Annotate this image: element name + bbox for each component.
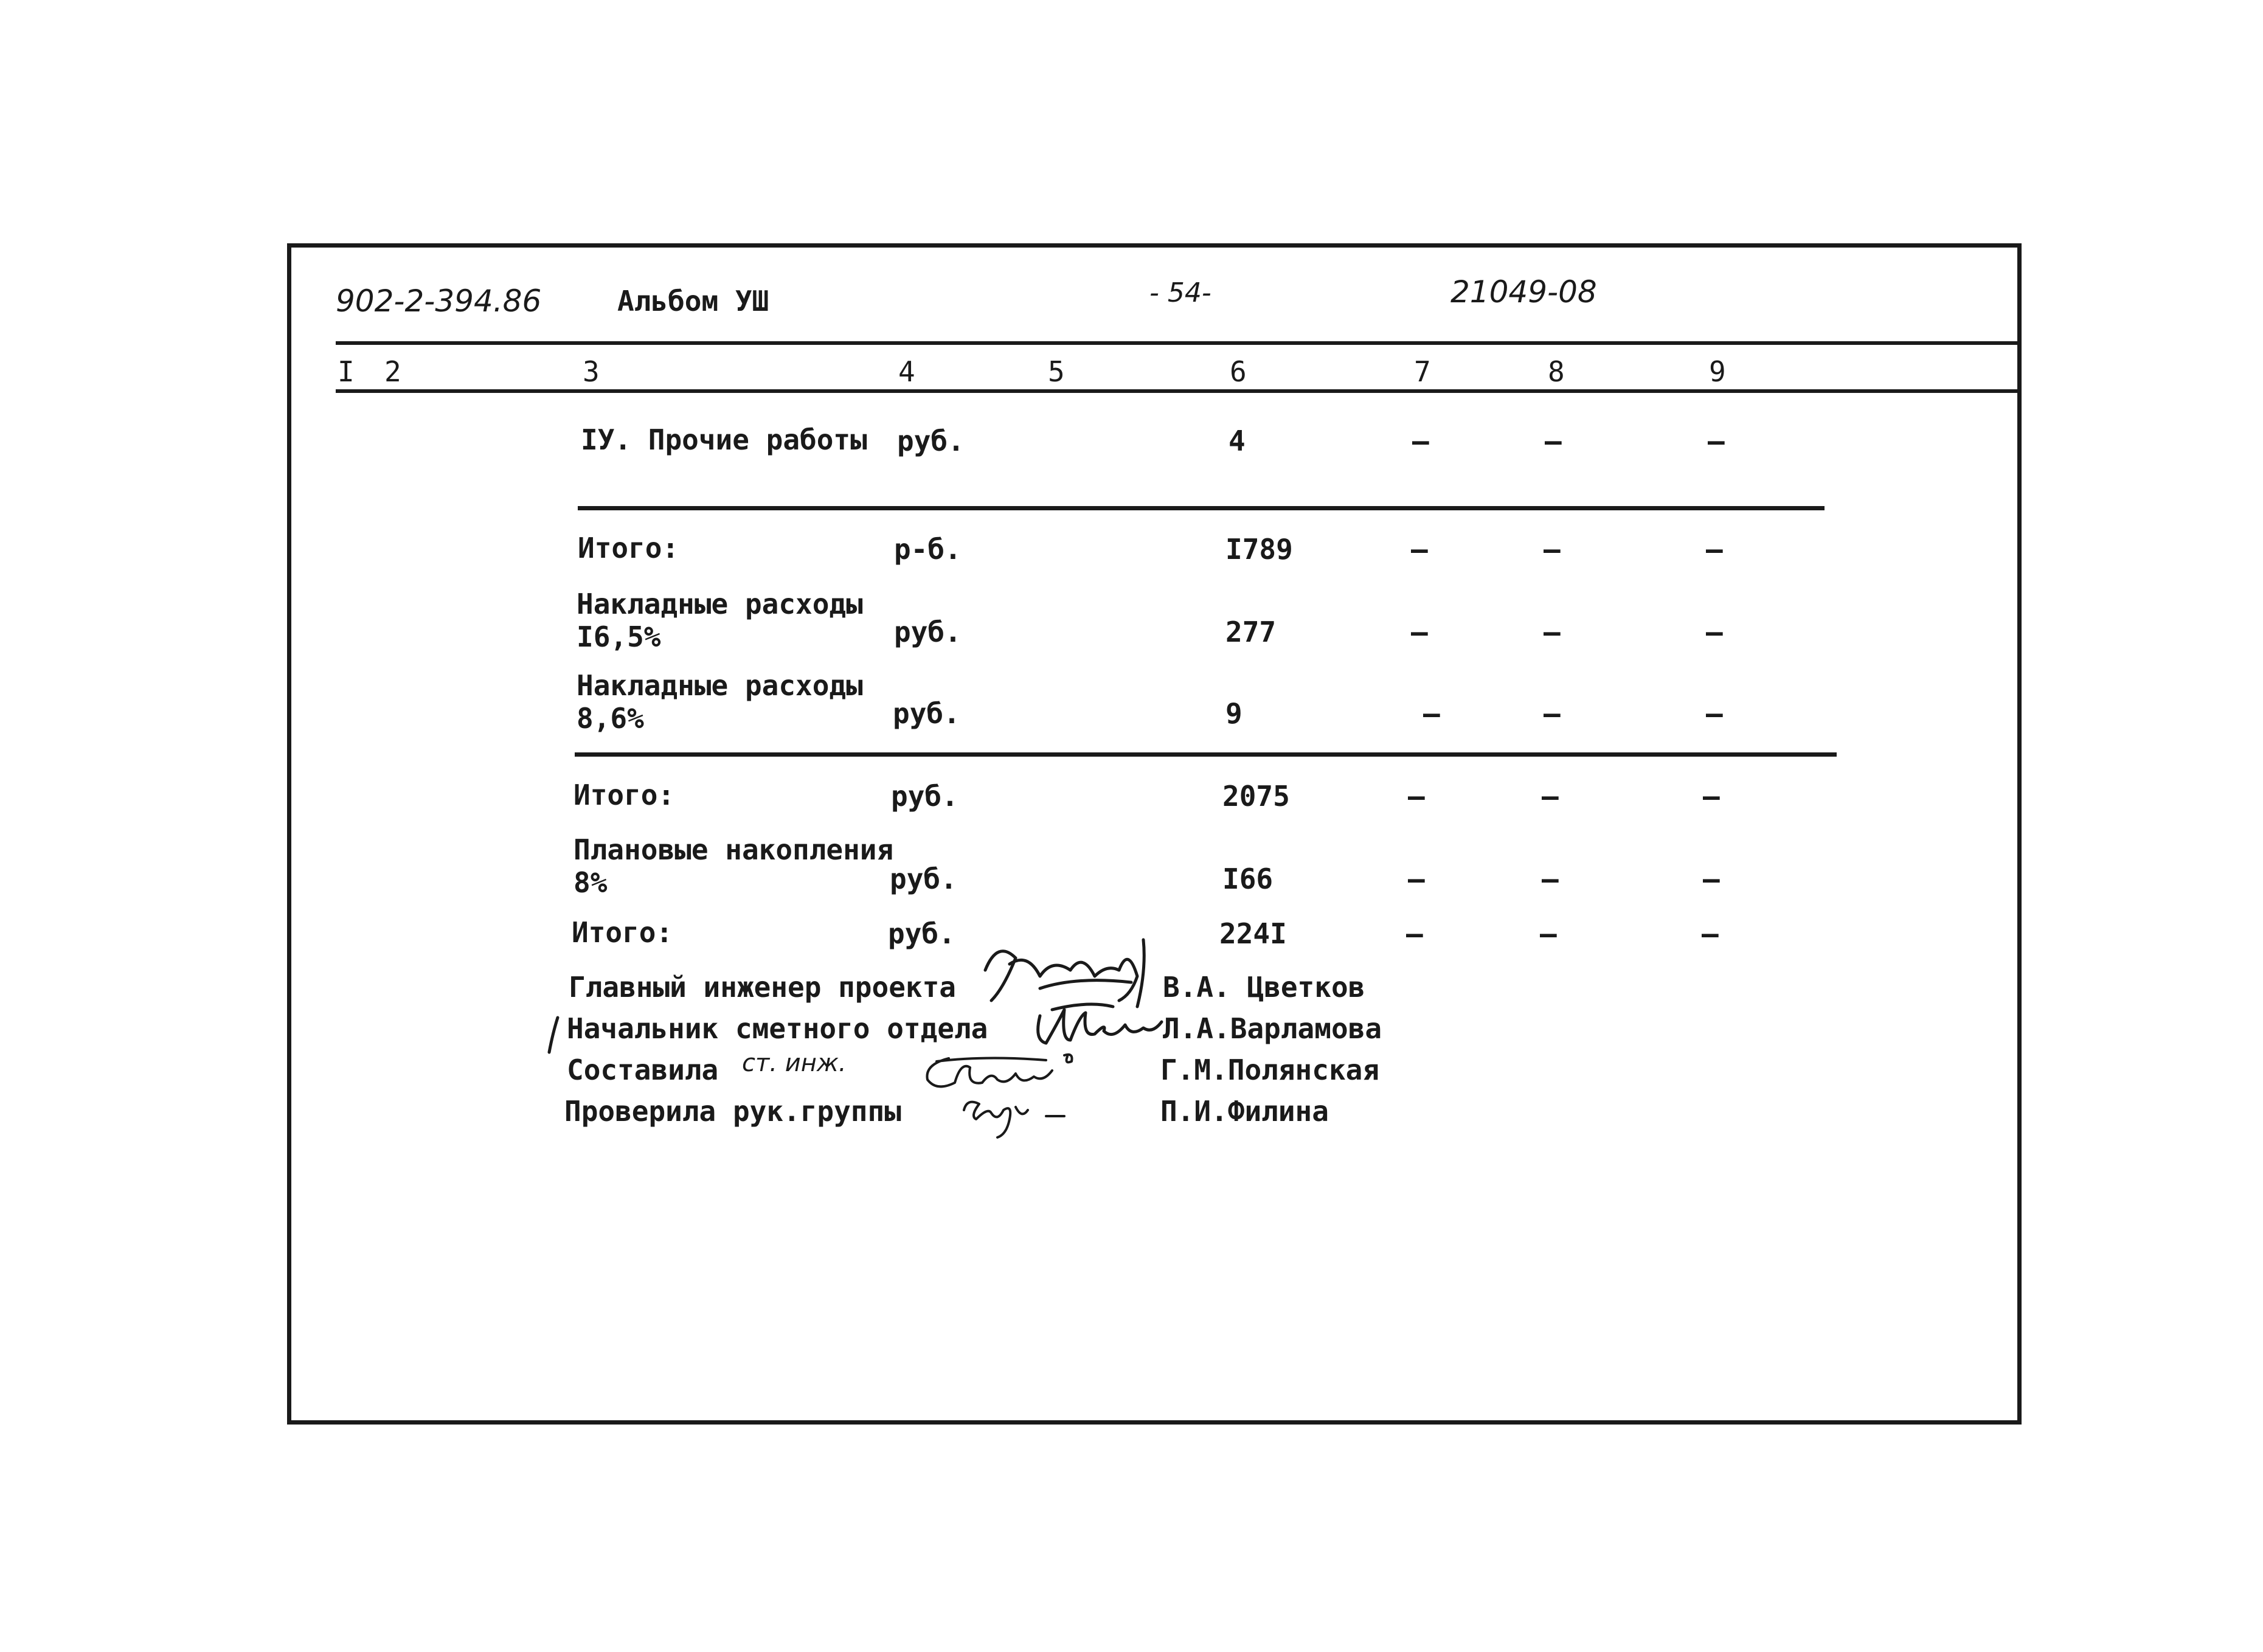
- row-label: Накладные расходы I6,5%: [577, 588, 863, 653]
- row-value-col9: –: [1703, 780, 1720, 813]
- signer-note: ст. инж.: [742, 1049, 847, 1077]
- subtotal-rule-1: [578, 506, 1825, 510]
- signer-name: Л.А.Варламова: [1163, 1012, 1382, 1045]
- column-number-2: 2: [384, 355, 401, 388]
- row-value-col9: –: [1706, 616, 1723, 648]
- row-value-col7: –: [1406, 917, 1423, 950]
- signer-name: Г.М.Полянская: [1160, 1053, 1380, 1086]
- row-label: Плановые накопления 8%: [574, 833, 894, 899]
- document-code: 902-2-394.86: [336, 283, 542, 319]
- row-value-col6: 2075: [1222, 780, 1290, 813]
- column-number-3: 3: [583, 355, 600, 388]
- row-value-col6: I66: [1222, 862, 1274, 895]
- row-unit: руб.: [888, 917, 955, 950]
- row-value-col6: 4: [1229, 425, 1246, 457]
- signer-title: Составила: [567, 1053, 719, 1086]
- row-value-col8: –: [1544, 697, 1561, 730]
- row-value-col7: –: [1411, 616, 1428, 648]
- row-label: Итого:: [572, 916, 673, 949]
- signer-title: Начальник сметного отдела: [567, 1012, 988, 1045]
- row-value-col6: I789: [1225, 533, 1293, 566]
- row-value-col9: –: [1706, 533, 1723, 566]
- album-title: Альбом УШ: [617, 285, 769, 318]
- column-number-6: 6: [1230, 355, 1247, 388]
- margin-mark: [544, 1015, 563, 1057]
- page-number: - 54-: [1149, 277, 1211, 308]
- row-value-col7: –: [1411, 533, 1428, 566]
- row-unit: руб.: [897, 425, 965, 457]
- doc-number: 21049-08: [1450, 274, 1597, 310]
- header-rule-bottom: [336, 389, 2022, 393]
- document-frame: [287, 243, 2022, 1425]
- row-value-col8: –: [1544, 616, 1561, 648]
- row-unit: руб.: [894, 616, 962, 648]
- column-number-9: 9: [1709, 355, 1726, 388]
- row-value-col7: –: [1423, 697, 1440, 730]
- row-value-col8: –: [1542, 862, 1559, 895]
- row-value-col6: 9: [1225, 697, 1242, 730]
- row-value-col7: –: [1408, 780, 1425, 813]
- signer-title: Проверила рук.группы: [564, 1095, 901, 1128]
- signer-name: П.И.Филина: [1160, 1095, 1329, 1128]
- column-number-5: 5: [1048, 355, 1065, 388]
- row-value-col6: 224I: [1219, 917, 1287, 950]
- row-value-col8: –: [1545, 425, 1562, 457]
- row-unit: руб.: [890, 862, 957, 895]
- row-value-col8: –: [1542, 780, 1559, 813]
- row-value-col9: –: [1703, 862, 1720, 895]
- row-value-col9: –: [1706, 697, 1723, 730]
- row-value-col9: –: [1702, 917, 1719, 950]
- column-number-8: 8: [1548, 355, 1565, 388]
- row-value-col6: 277: [1225, 616, 1277, 648]
- signature-scribble-4: [955, 1092, 1070, 1140]
- signer-name: В.А. Цветков: [1163, 971, 1365, 1004]
- row-label: Накладные расходы 8,6%: [577, 669, 863, 735]
- column-number-7: 7: [1414, 355, 1431, 388]
- signature-scribble-2: [1028, 998, 1168, 1052]
- column-number-1: I: [338, 355, 355, 388]
- row-label: IУ. Прочие работы: [581, 423, 867, 456]
- row-unit: руб.: [893, 697, 960, 730]
- row-value-col7: –: [1412, 425, 1429, 457]
- subtotal-rule-2: [575, 752, 1837, 757]
- row-value-col9: –: [1708, 425, 1725, 457]
- row-unit: руб.: [891, 780, 958, 813]
- row-label: Итого:: [578, 532, 679, 564]
- row-value-col7: –: [1408, 862, 1425, 895]
- row-label: Итого:: [574, 779, 675, 811]
- column-number-4: 4: [898, 355, 915, 388]
- row-unit: р-б.: [894, 533, 962, 566]
- signer-title: Главный инженер проекта: [569, 971, 956, 1004]
- header-rule-top: [336, 341, 2022, 345]
- row-value-col8: –: [1544, 533, 1561, 566]
- signature-scribble-3: [912, 1049, 1089, 1095]
- row-value-col8: –: [1540, 917, 1557, 950]
